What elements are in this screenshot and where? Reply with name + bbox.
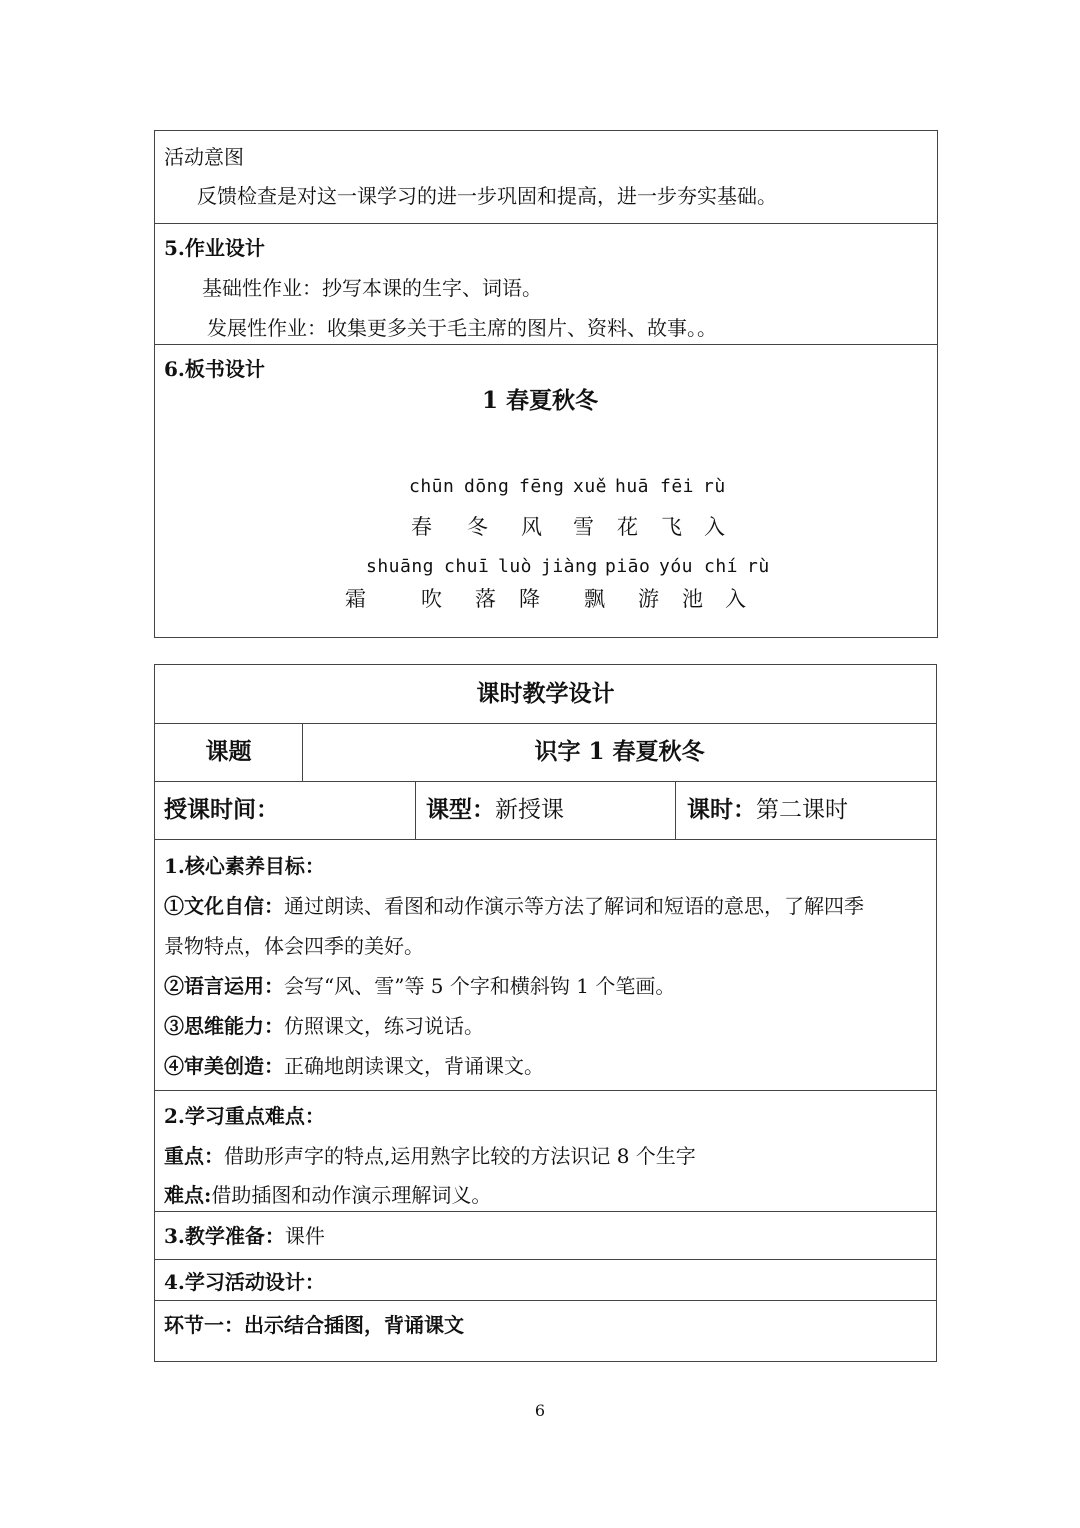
hanzi: 飘 [584, 587, 605, 611]
goal-3-label: ③思维能力： [164, 1014, 284, 1038]
activity-design-heading: 4.学习活动设计： [164, 1270, 325, 1294]
table-title: 课时教学设计 [476, 680, 615, 707]
goals-row [155, 839, 936, 1090]
goal-1-text: 通过朗读、看图和动作演示等方法了解词和短语的意思，了解四季 [284, 894, 864, 918]
hanzi: 春 [411, 515, 432, 539]
hanzi: 落 [475, 587, 496, 611]
hanzi: 霜 [345, 587, 366, 611]
prep-label: 3.教学准备： [164, 1224, 285, 1248]
goal-1-text-cont: 景物特点，体会四季的美好。 [164, 934, 424, 958]
key-text: 借助形声字的特点,运用熟字比较的方法识记 8 个生字 [224, 1144, 696, 1168]
pinyin: rù [747, 556, 770, 577]
pinyin: shuāng [366, 556, 435, 577]
difficulty-label: 难点: [164, 1183, 212, 1207]
goal-2-label: ②语言运用： [164, 974, 284, 998]
period-label: 课时： [687, 796, 756, 823]
pinyin: fēi [660, 476, 695, 497]
topic-row [155, 723, 936, 781]
time-label: 授课时间： [164, 796, 279, 823]
hanzi: 雪 [573, 515, 594, 539]
activity-intent-text: 反馈检查是对这一课学习的进一步巩固和提高，进一步夯实基础。 [197, 184, 777, 208]
prep-row [155, 1211, 936, 1259]
hanzi: 入 [725, 587, 746, 611]
key-points-heading: 2.学习重点难点： [164, 1104, 325, 1128]
pinyin: piāo [605, 556, 651, 577]
hanzi: 飞 [661, 515, 682, 539]
hanzi: 吹 [421, 587, 442, 611]
goal-4-text: 正确地朗读课文，背诵课文。 [284, 1054, 544, 1078]
pinyin: yóu [659, 556, 694, 577]
table-title-row [155, 665, 936, 723]
prep-value: 课件 [284, 1224, 325, 1248]
pinyin: jiàng [541, 556, 598, 577]
pinyin: chūn [409, 476, 455, 497]
period-value: 第二课时 [756, 797, 848, 823]
difficulty-text: 借助插图和动作演示理解词义。 [211, 1183, 492, 1207]
goal-2-text: 会写“风、雪”等 5 个字和横斜钩 1 个笔画。 [284, 974, 676, 998]
activity-intent-row [155, 131, 937, 223]
activity-design-row [155, 1259, 936, 1300]
hanzi: 花 [617, 515, 638, 539]
goal-4-label: ④审美创造： [164, 1054, 284, 1078]
board-title: 1 春夏秋冬 [482, 387, 599, 414]
pinyin: luò [498, 556, 533, 577]
hanzi: 降 [519, 587, 540, 611]
pinyin: chí [704, 556, 739, 577]
homework-row [155, 223, 937, 344]
homework-developmental: 发展性作业：收集更多关于毛主席的图片、资料、故事。。 [207, 316, 717, 340]
topic-value: 识字 1 春夏秋冬 [534, 738, 705, 765]
key-label: 重点： [164, 1144, 224, 1168]
homework-heading: 5.作业设计 [164, 236, 265, 260]
activity-intent-heading: 活动意图 [164, 145, 244, 169]
hanzi: 风 [521, 515, 542, 539]
goal-1-label: ①文化自信： [164, 894, 284, 918]
homework-basic: 基础性作业：抄写本课的生字、词语。 [202, 276, 542, 300]
pinyin: huā [615, 476, 650, 497]
pinyin: dōng [464, 476, 510, 497]
lesson-design-table [154, 664, 937, 1362]
hanzi: 入 [704, 515, 725, 539]
goals-heading: 1.核心素养目标： [164, 854, 325, 878]
pinyin: chuī [444, 556, 490, 577]
topic-label: 课题 [205, 738, 252, 765]
hanzi: 游 [638, 587, 659, 611]
type-label: 课型： [426, 796, 495, 823]
hanzi: 池 [682, 587, 703, 611]
board-design-row [155, 344, 937, 636]
key-points-row [155, 1090, 936, 1211]
type-value: 新授课 [495, 797, 564, 823]
page-number: 6 [534, 1401, 546, 1420]
pinyin: fēng [519, 476, 565, 497]
goal-3-text: 仿照课文，练习说话。 [284, 1014, 484, 1038]
schedule-row [155, 781, 936, 839]
board-heading: 6.板书设计 [164, 357, 265, 381]
lesson-table-continued [154, 130, 938, 638]
step-1-heading: 环节一：出示结合插图，背诵课文 [164, 1313, 464, 1337]
pinyin: rù [703, 476, 726, 497]
hanzi: 冬 [467, 515, 488, 539]
pinyin: xuě [573, 476, 608, 497]
step-1-row [155, 1300, 936, 1360]
